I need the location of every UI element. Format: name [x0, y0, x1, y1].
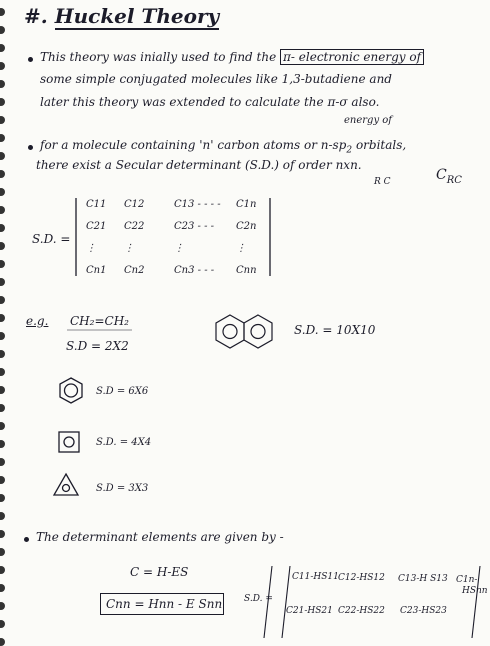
para2-rc: R C [374, 177, 391, 187]
square-sd: S.D. = 4X4 [96, 437, 152, 448]
para2-line1end: orbitals, [355, 138, 407, 152]
matrix-cell: Cn1 [86, 265, 107, 276]
matrix-cell: ⋮ [86, 243, 96, 254]
cyclobutadiene-icon [59, 432, 79, 452]
matrix-label: S.D. = [32, 232, 71, 246]
ethene-sd: S.D = 2X2 [66, 339, 129, 353]
cyclopropenyl-icon [54, 474, 78, 495]
det2-row1-cell: C11-HS11 [292, 572, 339, 582]
matrix-cell: C23 - - - [174, 221, 215, 232]
matrix-cell: ⋮ [236, 243, 246, 254]
det2-row2-cell: C21-HS21 [286, 606, 333, 616]
matrix-cell: ⋮ [174, 243, 184, 254]
para2-line1a: for a molecule containing 'n' carbon atoms or n-sp [40, 138, 347, 152]
ethene-formula: CH₂=CH₂ [70, 314, 129, 328]
det2-label: S.D. = [244, 594, 273, 604]
matrix-cell: C22 [124, 221, 145, 232]
para2-sub: 2 [346, 145, 353, 156]
para1-note: energy of [344, 115, 393, 126]
para1-line3a: later this theory was extended to calculate the [40, 95, 324, 109]
det2-row2-cell: C22-HS22 [338, 606, 385, 616]
title-text: Huckel Theory [54, 4, 220, 28]
matrix-cell: C1n [236, 199, 257, 210]
det2-row1-cell: C13-H S13 [398, 574, 448, 584]
para1-line2: some simple conjugated molecules like 1,3-butadiene and [40, 72, 392, 86]
matrix-cell: Cnn [236, 265, 257, 276]
matrix-cell: C11 [86, 199, 107, 210]
para3-line1: The determinant elements are given by - [36, 530, 284, 544]
benzene-sd: S.D = 6X6 [96, 386, 149, 397]
para1-line3b: π-σ also. [327, 95, 380, 109]
matrix-cell: C13 - - - - [174, 199, 221, 210]
matrix-cell: C2n [236, 221, 257, 232]
bullet-3 [24, 537, 29, 542]
det2-row1-cell: C1n- [456, 575, 478, 585]
crc-c: C [436, 167, 447, 183]
para1-line1a: This theory was inially used to find the [40, 50, 277, 64]
crc-sub: RC [446, 174, 462, 186]
c-equation: C = H-ES [130, 565, 189, 579]
matrix-cell: Cn3 - - - [174, 265, 215, 276]
matrix-cell: ⋮ [124, 243, 134, 254]
matrix-cell: C21 [86, 221, 107, 232]
para1-line1b: π- electronic energy of [280, 49, 424, 65]
boxed-equation: Cnn = Hnn - E Snn [106, 597, 223, 611]
eg-label: e.g. [26, 314, 49, 328]
naphthalene-icon [216, 315, 272, 348]
matrix-cell: Cn2 [124, 265, 145, 276]
para2-line2: there exist a Secular determinant (S.D.) of order nxn. [36, 158, 362, 172]
naphthalene-sd: S.D. = 10X10 [294, 323, 376, 337]
benzene-icon [60, 378, 82, 403]
det2-row2-cell: C23-HS23 [400, 606, 447, 616]
det2-row1-end: HSnn [462, 586, 488, 596]
matrix-cell: C12 [124, 199, 145, 210]
det2-row1-cell: C12-HS12 [338, 573, 385, 583]
det2-left-bar2 [282, 566, 290, 638]
triangle-sd: S.D = 3X3 [96, 483, 149, 494]
title-marker: #. [24, 4, 48, 28]
